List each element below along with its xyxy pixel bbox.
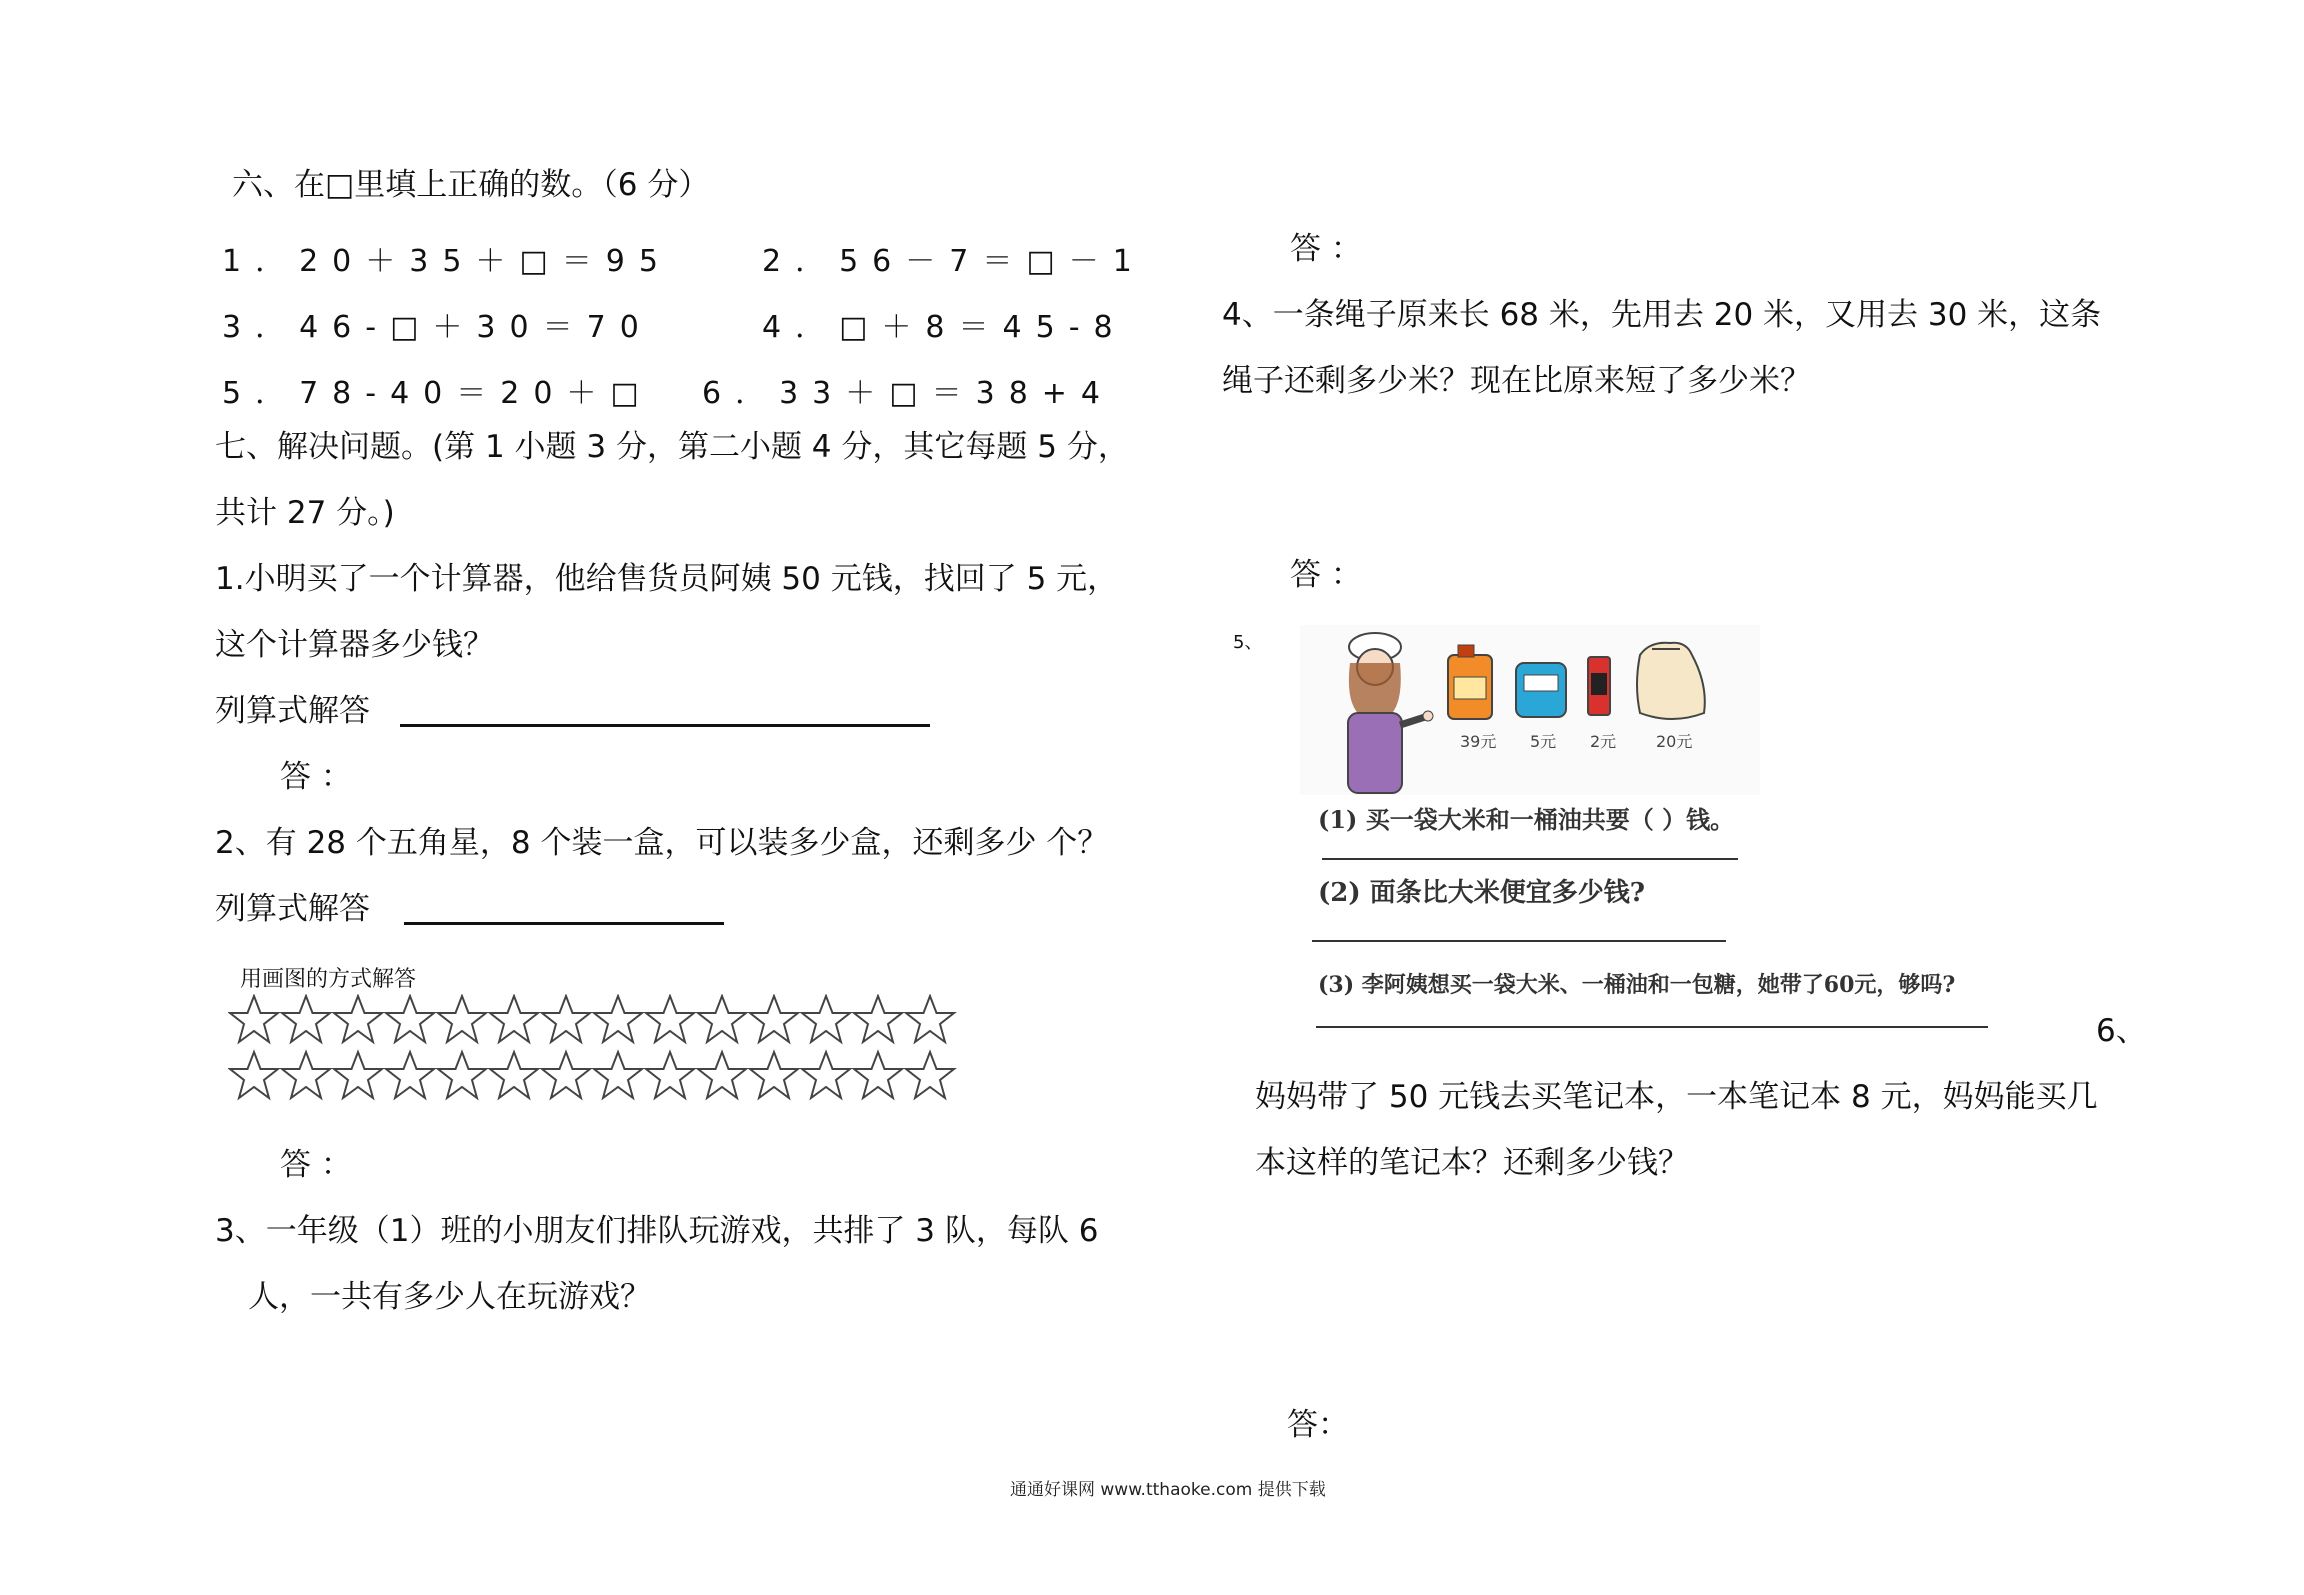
star (230, 996, 278, 1042)
q4-line1: 4、一条绳子原来长 68 米，先用去 20 米，又用去 30 米，这条 (1222, 297, 2102, 333)
star (646, 1052, 694, 1098)
section7-title-line2: 共计 27 分。) (215, 495, 395, 531)
q2-formula-line[interactable] (404, 922, 724, 925)
equation-6: 6．33＋□＝38+4 (702, 376, 1115, 411)
star (542, 1052, 590, 1098)
star (282, 1052, 330, 1098)
price-rice: 20元 (1656, 732, 1693, 751)
q2-formula-label: 列算式解答 (215, 891, 370, 927)
equation-5: 5．78-40＝20＋□ (222, 376, 653, 411)
q6-number: 6、 (2096, 1013, 2147, 1049)
q3-line2: 人，一共有多少人在玩游戏？ (248, 1279, 651, 1315)
section6-title: 六、在□里填上正确的数。（6 分） (232, 167, 710, 203)
price-oil: 39元 (1460, 732, 1497, 751)
q5-sub1: (1) 买一袋大米和一桶油共要（ ）钱。 (1318, 805, 1735, 834)
star-grid (228, 994, 968, 1114)
snack-item (1588, 657, 1610, 715)
star (490, 996, 538, 1042)
q1-line2: 这个计算器多少钱？ (215, 627, 494, 663)
q2-draw-label: 用画图的方式解答 (240, 967, 417, 992)
shopping-illustration (1300, 625, 1760, 795)
q5-sub3: (3) 李阿姨想买一袋大米、一桶油和一包糖，她带了60元，够吗? (1318, 972, 1956, 998)
equation-4: 4．□＋8＝45-8 (762, 310, 1127, 345)
equation-3: 3．46-□＋30＝70 (222, 310, 653, 345)
star (750, 996, 798, 1042)
star (594, 1052, 642, 1098)
star (490, 1052, 538, 1098)
star (698, 996, 746, 1042)
star (386, 1052, 434, 1098)
q5-number: 5、 (1233, 632, 1263, 653)
equation-1: 1．20＋35＋□＝95 (222, 244, 672, 279)
star-row-1 (230, 996, 954, 1042)
q6-line2: 本这样的笔记本？还剩多少钱？ (1255, 1145, 1689, 1181)
star (438, 1052, 486, 1098)
star (230, 1052, 278, 1098)
q1-line1: 1.小明买了一个计算器，他给售货员阿姨 50 元钱，找回了 5 元， (215, 561, 1119, 597)
equation-2: 2．56－7＝□－1 (762, 244, 1146, 279)
section7-title-line1: 七、解决问题。(第 1 小题 3 分，第二小题 4 分，其它每题 5 分， (215, 429, 1129, 465)
q4-line2: 绳子还剩多少米？现在比原来短了多少米？ (1222, 363, 1811, 399)
q5-sub2: (2) 面条比大米便宜多少钱? (1318, 878, 1645, 908)
q5-sub2-line[interactable] (1312, 940, 1726, 942)
oil-bottle-item (1448, 645, 1492, 719)
star (698, 1052, 746, 1098)
star (334, 1052, 382, 1098)
star (594, 996, 642, 1042)
q2-line1: 2、有 28 个五角星，8 个装一盒，可以装多少盒，还剩多少 个？ (215, 825, 1109, 861)
price-snack: 2元 (1590, 732, 1617, 751)
q5-sub1-line[interactable] (1322, 858, 1738, 860)
star (750, 1052, 798, 1098)
star (646, 996, 694, 1042)
star (802, 1052, 850, 1098)
q3-line1: 3、一年级（1）班的小朋友们排队玩游戏，共排了 3 队，每队 6 (215, 1213, 1099, 1249)
star (854, 996, 902, 1042)
star (386, 996, 434, 1042)
q3-answer-label: 答 ： (1290, 231, 1362, 267)
star (802, 996, 850, 1042)
q6-line1: 妈妈带了 50 元钱去买笔记本，一本笔记本 8 元，妈妈能买几 (1255, 1079, 2098, 1115)
q1-answer-label: 答 ： (280, 759, 352, 795)
q1-formula-label: 列算式解答 (215, 693, 370, 729)
star (282, 996, 330, 1042)
noodle-item (1516, 663, 1566, 717)
q5-sub3-line[interactable] (1316, 1026, 1988, 1028)
q4-answer-label: 答 ： (1290, 557, 1362, 593)
price-noodle: 5元 (1530, 732, 1557, 751)
star (334, 996, 382, 1042)
q2-answer-label: 答 ： (280, 1147, 352, 1183)
star (854, 1052, 902, 1098)
star (438, 996, 486, 1042)
footer-text: 通通好课网 www.tthaoke.com 提供下载 (1010, 1480, 1326, 1500)
star (906, 1052, 954, 1098)
star-row-2 (230, 1052, 954, 1098)
q6-answer-label: 答： (1287, 1407, 1349, 1443)
q1-formula-line[interactable] (400, 724, 930, 727)
star (906, 996, 954, 1042)
star (542, 996, 590, 1042)
